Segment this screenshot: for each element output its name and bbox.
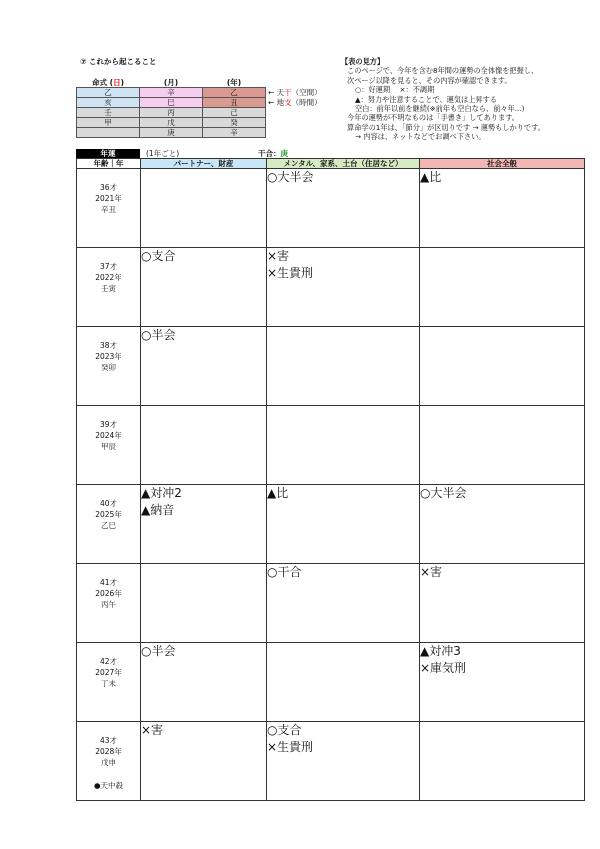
row-kanshi: 戊申 — [101, 758, 116, 767]
legend-line: ▲：努力や注意することで、運気は上昇する — [355, 94, 497, 104]
year-row — [77, 327, 585, 406]
partner-cell — [141, 406, 267, 485]
age-year-cell — [77, 722, 141, 801]
age-year-cell — [77, 485, 141, 564]
arrow-kan-char: 干 — [284, 88, 292, 97]
fortune-grid — [76, 158, 585, 801]
arrow-shi-char: 支 — [284, 98, 292, 107]
year-row — [77, 169, 585, 248]
row-year: 2023年 — [95, 352, 122, 361]
meishiki-label: 命式 — [92, 78, 107, 87]
fortune-entry: ▲対冲2 — [141, 486, 182, 500]
legend-line: 算命学の1年は、「節分」が区切りです → 運勢もしかりです。 — [347, 122, 545, 132]
fortune-entry: ○支合 — [267, 723, 302, 737]
meishiki-cell: 亥 — [77, 98, 140, 108]
partner-cell — [141, 643, 267, 722]
meishiki-cell: 戊 — [140, 118, 203, 128]
year-row — [77, 248, 585, 327]
social-cell — [420, 327, 585, 406]
meishiki-year-header: (年) — [226, 78, 242, 87]
age-year-cell — [77, 406, 141, 485]
kango-label — [258, 149, 288, 158]
age-year-cell — [77, 564, 141, 643]
fortune-entry: ○半会 — [141, 644, 176, 658]
col-header-age-year: 年齢｜年 — [77, 159, 141, 169]
meishiki-cell: 辛 — [140, 88, 203, 98]
meishiki-day-char: 日 — [113, 78, 121, 87]
fortune-entry: ○大半会 — [267, 170, 314, 184]
fortune-entry: ×庫気刑 — [420, 661, 467, 675]
meishiki-cell: 乙 — [203, 88, 266, 98]
row-age: 40才 — [99, 499, 118, 508]
meishiki-table — [76, 78, 266, 138]
row-age: 37才 — [99, 262, 118, 271]
meishiki-cell — [77, 128, 140, 138]
meishiki-cell: 甲 — [77, 118, 140, 128]
mental-cell — [267, 169, 420, 248]
meishiki-month-header: (月) — [163, 78, 179, 87]
year-fortune-label: 年運 — [76, 149, 140, 158]
mental-cell — [267, 248, 420, 327]
fortune-entry: ×害 — [141, 723, 164, 737]
row-year: 2024年 — [95, 431, 122, 440]
legend-line: このページで、今年を含む8年間の運勢の全体像を把握し、 — [347, 66, 539, 76]
age-year-cell — [77, 248, 141, 327]
row-year: 2025年 — [95, 510, 122, 519]
meishiki-cell: 辛 — [203, 128, 266, 138]
tenchusatsu-note: ●天中殺 — [93, 781, 124, 790]
fortune-entry: ▲納音 — [141, 503, 175, 517]
meishiki-cell: 壬 — [77, 108, 140, 118]
arrow-shi-post: （時間） — [291, 98, 322, 107]
fortune-entry: ○支合 — [141, 249, 176, 263]
social-cell — [420, 564, 585, 643]
row-kanshi: 癸卯 — [101, 363, 116, 372]
fortune-entry: ×生貴刑 — [267, 266, 314, 280]
arrow-kan-pre: ← 天 — [268, 88, 285, 97]
meishiki-day-header — [77, 78, 140, 88]
arrow-shi-label — [268, 97, 322, 108]
legend-box — [341, 57, 581, 142]
row-kanshi: 甲辰 — [101, 442, 116, 451]
meishiki-cell: 丑 — [203, 98, 266, 108]
social-cell — [420, 485, 585, 564]
meishiki-cell: 庚 — [140, 128, 203, 138]
legend-title: 【表の見方】 — [341, 57, 385, 66]
col-header-mental: メンタル、家系、土台（住居など） — [267, 159, 420, 169]
row-kanshi: 乙巳 — [101, 521, 116, 530]
legend-line: 今年の運勢が不明なものは「手書き」してあります。 — [347, 113, 519, 123]
row-kanshi: 丙午 — [101, 600, 116, 609]
row-kanshi: 壬寅 — [101, 284, 116, 293]
col-header-partner: パートナー、財産 — [141, 159, 267, 169]
mental-cell — [267, 722, 420, 801]
meishiki-cell: 己 — [203, 108, 266, 118]
age-year-cell — [77, 169, 141, 248]
partner-cell — [141, 327, 267, 406]
meishiki-cell: 乙 — [77, 88, 140, 98]
meishiki-cell: 丙 — [140, 108, 203, 118]
row-year: 2028年 — [95, 747, 122, 756]
row-age: 36才 — [99, 183, 118, 192]
year-fortune-note: (1年ごと) — [146, 149, 180, 158]
mental-cell — [267, 564, 420, 643]
row-year: 2026年 — [95, 589, 122, 598]
fortune-entry: ×害 — [267, 249, 290, 263]
social-cell — [420, 722, 585, 801]
row-age: 43才 — [99, 736, 118, 745]
mental-cell — [267, 327, 420, 406]
fortune-entry: ○干合 — [267, 565, 302, 579]
fortune-entry: ○半会 — [141, 328, 176, 342]
fortune-entry: ×生貴刑 — [267, 740, 314, 754]
legend-line: → 内容は、ネットなどでお調べ下さい。 — [355, 132, 486, 142]
fortune-entry: ×害 — [420, 565, 443, 579]
row-age: 41才 — [99, 578, 118, 587]
social-cell — [420, 643, 585, 722]
row-age: 38才 — [99, 341, 118, 350]
mental-cell — [267, 643, 420, 722]
legend-line: ○：好運期 ×：不調期 — [355, 85, 435, 95]
partner-cell — [141, 722, 267, 801]
row-kanshi: 辛丑 — [101, 205, 116, 214]
col-header-social: 社会全般 — [420, 159, 585, 169]
mental-cell — [267, 485, 420, 564]
fortune-entry: ▲比 — [420, 170, 442, 184]
year-row — [77, 406, 585, 485]
arrow-shi-pre: ← 地 — [268, 98, 285, 107]
row-age: 42才 — [99, 657, 118, 666]
age-year-cell — [77, 643, 141, 722]
meishiki-cell: 癸 — [203, 118, 266, 128]
year-row — [77, 722, 585, 801]
year-row — [77, 485, 585, 564]
year-row — [77, 564, 585, 643]
fortune-entry: ▲比 — [267, 486, 289, 500]
arrow-kan-post: （空間） — [291, 88, 322, 97]
fortune-entry: ▲対冲3 — [420, 644, 461, 658]
meishiki-cell: 巳 — [140, 98, 203, 108]
row-year: 2027年 — [95, 668, 122, 677]
row-kanshi: 丁未 — [101, 679, 116, 688]
mental-cell — [267, 406, 420, 485]
fortune-entry: ○大半会 — [420, 486, 467, 500]
meishiki-day-prefix: ( — [109, 78, 114, 87]
year-row — [77, 643, 585, 722]
legend-line: 次ページ以降を見ると、その内容が確認できます。 — [347, 75, 512, 85]
age-year-cell — [77, 327, 141, 406]
social-cell — [420, 248, 585, 327]
kango-title: 干合： — [258, 149, 281, 158]
partner-cell — [141, 485, 267, 564]
meishiki-day-suffix: ) — [120, 78, 124, 87]
row-year: 2022年 — [95, 273, 122, 282]
row-age: 39才 — [99, 420, 118, 429]
partner-cell — [141, 564, 267, 643]
partner-cell — [141, 169, 267, 248]
legend-line: 空白：前年以前を継続(※前年も空白なら、前々年...) — [355, 104, 525, 114]
section-title: ⑦ これから起こること — [80, 57, 157, 66]
social-cell — [420, 406, 585, 485]
row-year: 2021年 — [95, 194, 122, 203]
social-cell — [420, 169, 585, 248]
partner-cell — [141, 248, 267, 327]
kango-value: 庚 — [280, 149, 288, 158]
